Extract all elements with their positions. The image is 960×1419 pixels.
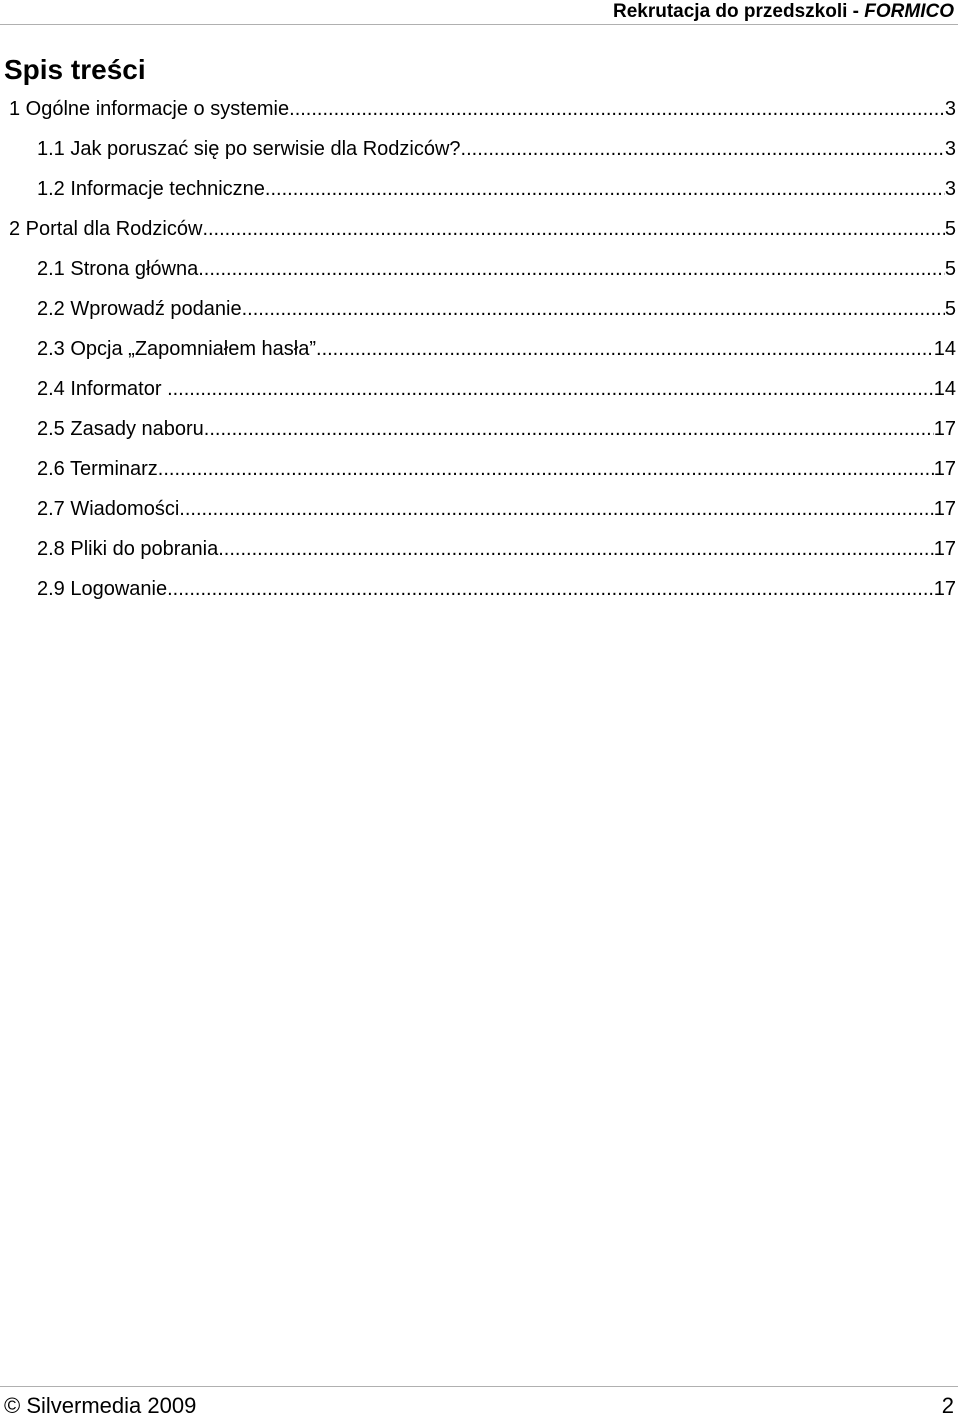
toc-dot-leader <box>289 89 945 129</box>
toc-dot-leader <box>167 569 934 609</box>
toc-dot-leader <box>265 169 945 209</box>
toc-dot-leader <box>167 369 934 409</box>
toc-entry-page: 5 <box>944 298 956 320</box>
toc-entry[interactable] <box>0 449 958 489</box>
toc-entry-label: 2.8 Pliki do pobrania <box>37 538 219 560</box>
toc-entry-page: 14 <box>933 338 956 360</box>
toc-entry-label: 2.3 Opcja „Zapomniałem hasła” <box>37 338 317 360</box>
toc-entry-label: 1.2 Informacje techniczne <box>37 178 265 200</box>
toc-entry-page: 17 <box>933 498 956 520</box>
page-header <box>0 0 958 25</box>
toc-entry-label: 2.2 Wprowadź podanie <box>37 298 242 320</box>
toc-entry-page: 3 <box>944 178 956 200</box>
toc-dot-leader <box>242 289 945 329</box>
page-number: 2 <box>941 1393 954 1418</box>
copyright-notice: © Silvermedia 2009 <box>4 1393 197 1418</box>
toc-entry-page: 17 <box>933 578 956 600</box>
toc-entry-label: 1 Ogólne informacje o systemie <box>9 98 290 120</box>
toc-dot-leader <box>202 209 944 249</box>
toc-entry-label: 2.9 Logowanie <box>37 578 168 600</box>
toc-entry-page: 17 <box>933 418 956 440</box>
toc-entry-label: 2 Portal dla Rodziców <box>9 218 203 240</box>
toc-entry-page: 3 <box>944 138 956 160</box>
toc-entry[interactable] <box>0 289 958 329</box>
table-of-contents <box>0 89 958 609</box>
toc-entry[interactable] <box>0 489 958 529</box>
toc-entry[interactable] <box>0 529 958 569</box>
toc-dot-leader <box>198 249 945 289</box>
toc-entry-label: 2.5 Zasady naboru <box>37 418 204 440</box>
toc-entry[interactable] <box>0 249 958 289</box>
toc-entry[interactable] <box>0 569 958 609</box>
document-title <box>613 0 954 24</box>
toc-entry-label: 2.1 Strona główna <box>37 258 199 280</box>
toc-entry[interactable] <box>0 89 958 129</box>
toc-entry[interactable] <box>0 329 958 369</box>
toc-entry-page: 17 <box>933 538 956 560</box>
document-title-brand: FORMICO <box>864 1 954 22</box>
toc-entry[interactable] <box>0 129 958 169</box>
toc-heading: Spis treści <box>4 54 146 85</box>
document-title-main: Rekrutacja do przedszkoli - <box>612 1 865 22</box>
page-footer <box>0 1386 958 1418</box>
toc-dot-leader <box>218 529 934 569</box>
toc-entry[interactable] <box>0 209 958 249</box>
toc-entry-page: 17 <box>933 458 956 480</box>
toc-dot-leader <box>179 489 933 529</box>
toc-dot-leader <box>204 409 934 449</box>
toc-entry-page: 5 <box>944 258 956 280</box>
toc-entry-page: 3 <box>944 98 956 120</box>
toc-entry-label: 2.4 Informator <box>37 378 168 400</box>
toc-entry[interactable] <box>0 369 958 409</box>
toc-entry-page: 14 <box>933 378 956 400</box>
toc-entry-page: 5 <box>944 218 956 240</box>
toc-entry-label: 2.6 Terminarz <box>37 458 158 480</box>
toc-entry-label: 2.7 Wiadomości <box>37 498 180 520</box>
toc-entry-label: 1.1 Jak poruszać się po serwisie dla Rodziców? <box>37 138 461 160</box>
toc-dot-leader <box>461 129 945 169</box>
toc-entry[interactable] <box>0 169 958 209</box>
toc-entry[interactable] <box>0 409 958 449</box>
toc-dot-leader <box>158 449 934 489</box>
toc-dot-leader <box>316 329 934 369</box>
